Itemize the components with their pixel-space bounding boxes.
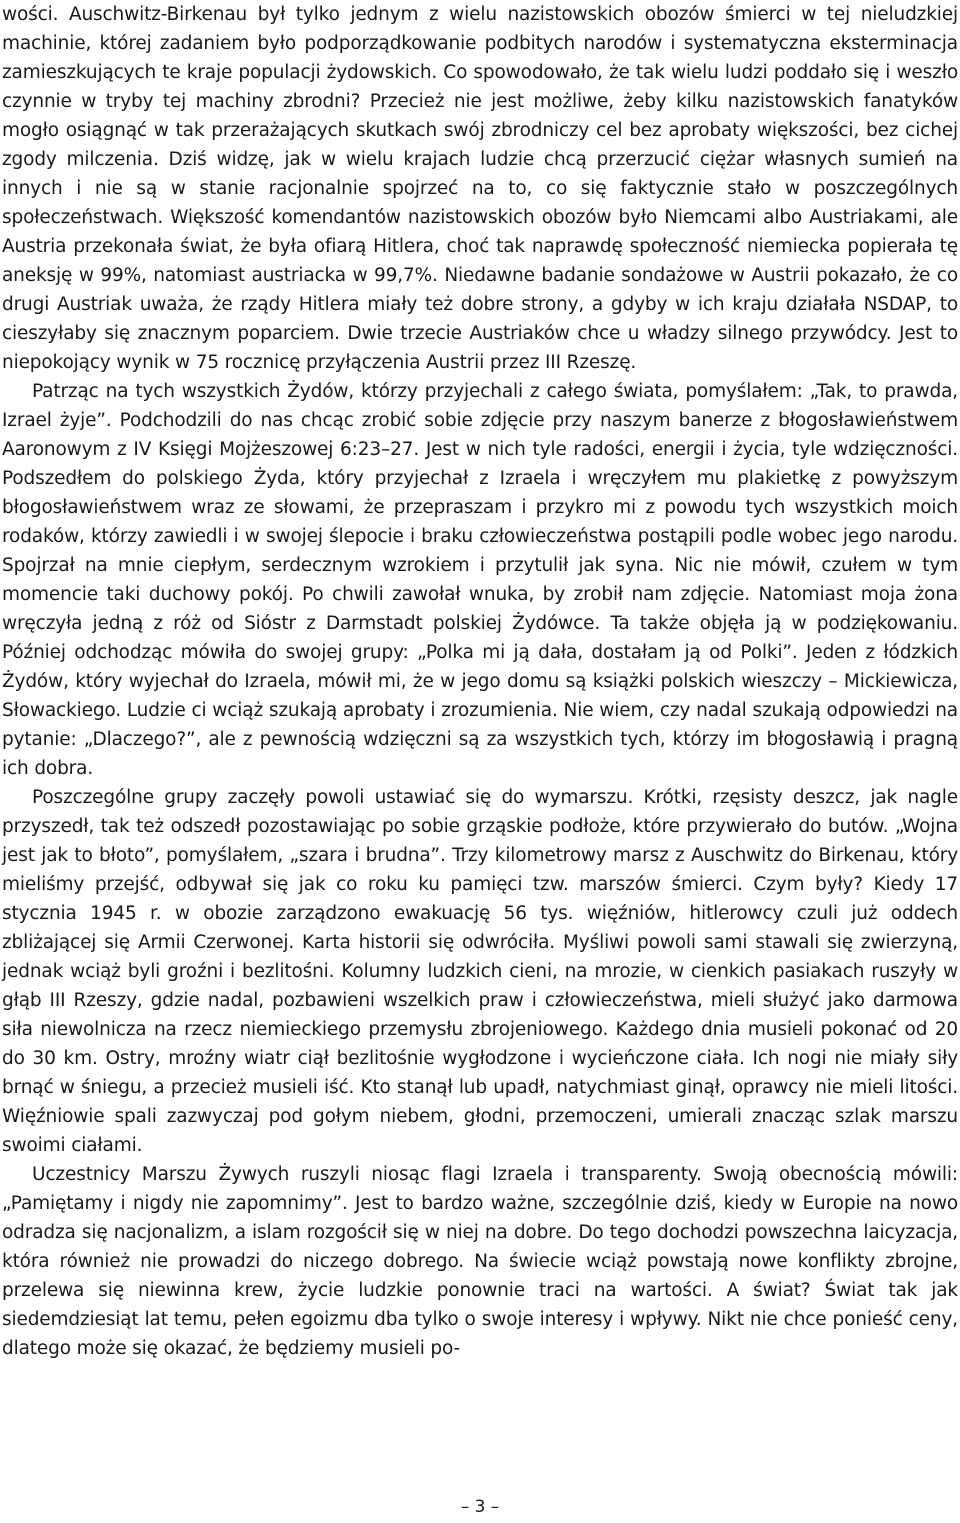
paragraph-1: wości. Auschwitz-Birkenau był tylko jednym z wielu nazistowskich obozów śmierci w tej nieludzkiej machinie, której zadaniem było podporządkowanie podbitych narodów i systematyczna eksterminacja zamieszkujących te kraje populacji żydowskich. Co spowodowało, że tak wielu ludzi poddało się i weszło czynnie w tryby tej machiny zbrodni? Przecież nie jest możliwe, żeby kilku nazistowskich fanatyków mogło osiągnąć w tak przerażających skutkach swój zbrodniczy cel bez aprobaty większości, bez cichej zgody milczenia. Dziś widzę, jak w wielu krajach ludzie chcą przerzucić ciężar własnych sumień na innych i nie są w stanie racjonalnie spojrzeć na to, co się faktycznie stało w poszczególnych społeczeństwach. Większość komendantów nazistowskich obozów było Niemcami albo Austriakami, ale Austria przekonała świat, że była ofiarą Hitlera, choć tak naprawdę społeczność niemiecka popierała tę aneksję w 99%, natomiast austriacka w 99,7%. Niedawne badanie sondażowe w Austrii pokazało, że co drugi Austriak uważa, że rządy Hitlera miały też dobre strony, a gdyby w ich kraju działała NSDAP, to cieszyłaby się znacznym poparciem. Dwie trzecie Austriaków chce u władzy silnego przywódcy. Jest to niepokojący wynik w 75 rocznicę przyłączenia Austrii przez III Rzeszę. bbox=[2, 4, 958, 373]
page-number: – 3 – bbox=[460, 1497, 500, 1517]
paragraph-4: Uczestnicy Marszu Żywych ruszyli niosąc flagi Izraela i transparenty. Swoją obecnością mówili: „Pamiętamy i nigdy nie zapomnimy”. Jest to bardzo ważne, szczególnie dziś, kiedy w Europie na nowo odradza się nacjonalizm, a islam rozgościł się w niej na dobre. Do tego dochodzi powszechna laicyzacja, która również nie prowadzi do niczego dobrego. Na świecie wciąż powstają nowe konflikty zbrojne, przelewa się niewinna krew, życie ludzkie ponownie traci na wartości. A świat? Świat tak jak siedemdziesiąt lat temu, pełen egoizmu dba tylko o swoje interesy i wpływy. Nikt nie chce ponieść ceny, dlatego może się okazać, że będziemy musieli po- bbox=[2, 1164, 958, 1359]
document-body bbox=[2, 0, 958, 1363]
paragraph-2: Patrząc na tych wszystkich Żydów, którzy przyjechali z całego świata, pomyślałem: „Tak, to prawda, Izrael żyje”. Podchodzili do nas chcąc zrobić sobie zdjęcie przy naszym banerze z błogosławieństwem Aaronowym z IV Księgi Mojżeszowej 6:23–27. Jest w nich tyle radości, energii i życia, tyle wdzięczności. Podszedłem do polskiego Żyda, który przyjechał z Izraela i wręczyłem mu plakietkę z powyższym błogosławieństwem wraz ze słowami, że przepraszam i przykro mi z powodu tych wszystkich moich rodaków, którzy zawiedli i w swojej ślepocie i braku człowieczeństwa postąpili podle wobec jego narodu. Spojrzał na mnie ciepłym, serdecznym wzrokiem i przytulił jak syna. Nic nie mówił, czułem w tym momencie taki duchowy pokój. Po chwili zawołał wnuka, by zrobił nam zdjęcie. Natomiast moja żona wręczyła jedną z róż od Sióstr z Darmstadt polskiej Żydówce. Ta także objęła ją w podziękowaniu. Później odchodząc mówiła do swojej grupy: „Polka mi ją dała, dostałam ją od Polki”. Jeden z łódzkich Żydów, który wyjechał do Izraela, mówił mi, że w jego domu są książki polskich wieszczy – Mickiewicza, Słowackiego. Ludzie ci wciąż szukają aprobaty i zrozumienia. Nie wiem, czy nadal szukają odpowiedzi na pytanie: „Dlaczego?”, ale z pewnością wdzięczni są za wszystkich tych, którzy im błogosławią i pragną ich dobra. bbox=[2, 381, 958, 779]
paragraph-3: Poszczególne grupy zaczęły powoli ustawiać się do wymarszu. Krótki, rzęsisty deszcz, jak nagle przyszedł, tak też odszedł pozostawiając po sobie grząskie podłoże, które przywierało do butów. „Wojna jest jak to błoto”, pomyślałem, „szara i brudna”. Trzy kilometrowy marsz z Auschwitz do Birkenau, który mieliśmy przejść, odbywał się jak co roku ku pamięci tzw. marszów śmierci. Czym były? Kiedy 17 stycznia 1945 r. w obozie zarządzono ewakuację 56 tys. więźniów, hitlerowcy czuli już oddech zbliżającej się Armii Czerwonej. Karta historii się odwróciła. Myśliwi powoli sami stawali się zwierzyną, jednak wciąż byli groźni i bezlitośni. Kolumny ludzkich cieni, na mrozie, w cienkich pasiakach ruszyły w głąb III Rzeszy, gdzie nadal, pozbawieni wszelkich praw i człowieczeństwa, mieli służyć jako darmowa siła niewolnicza na rzecz niemieckiego przemysłu zbrojeniowego. Każdego dnia musieli pokonać od 20 do 30 km. Ostry, mroźny wiatr ciął bezlitośnie wygłodzone i wycieńczone ciała. Ich nogi nie miały siły brnąć w śniegu, a przecież musieli iść. Kto stanął lub upadł, natychmiast ginął, oprawcy nie mieli litości. Więźniowie spali zazwyczaj pod gołym niebem, głodni, przemoczeni, umierali znacząc szlak marszu swoimi ciałami. bbox=[2, 787, 958, 1156]
